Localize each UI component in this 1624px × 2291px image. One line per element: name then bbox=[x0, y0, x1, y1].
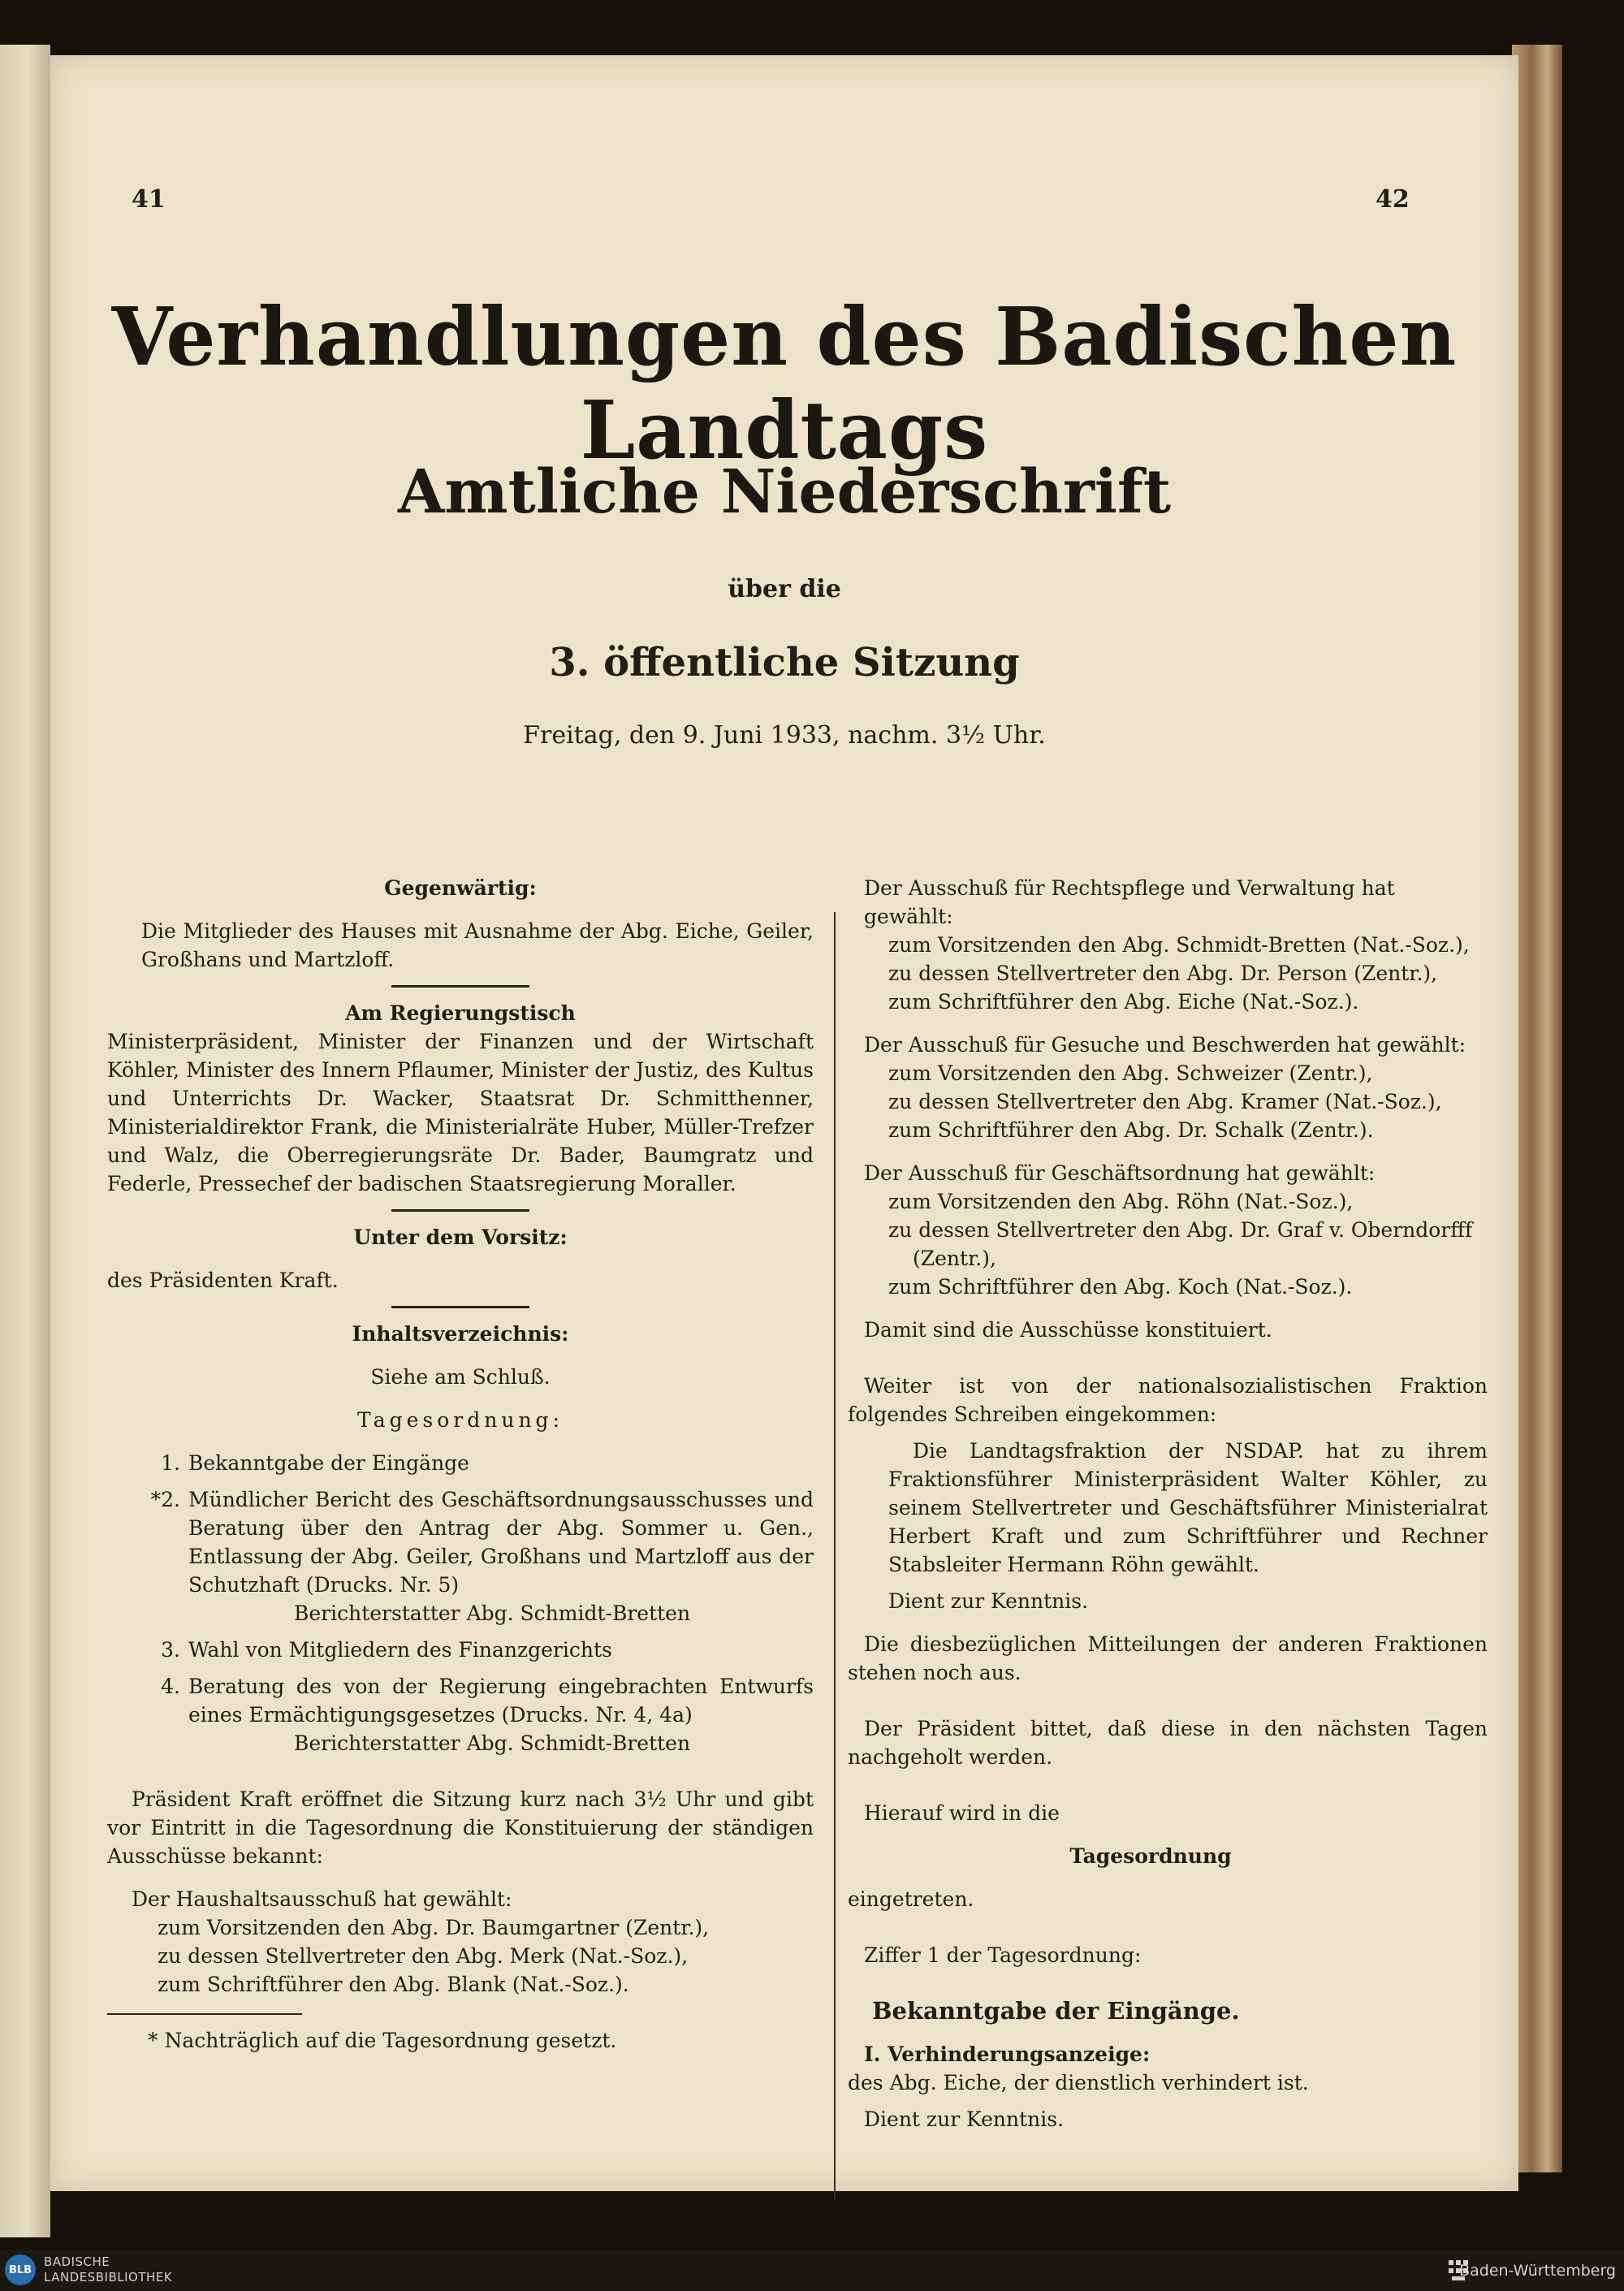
left-column bbox=[107, 874, 814, 2055]
rechtspflege-line: zu dessen Stellvertreter den Abg. Dr. Person (Zentr.), bbox=[888, 962, 1438, 985]
page-number-right: 42 bbox=[1376, 185, 1410, 214]
gesuche-line: zum Schriftführer den Abg. Dr. Schalk (Zentr.). bbox=[888, 1118, 1374, 1142]
gesuche-line: zum Vorsitzenden den Abg. Schweizer (Zentr.), bbox=[888, 1061, 1373, 1085]
bekanntgabe-heading: Bekanntgabe der Eingänge. bbox=[872, 1997, 1240, 2025]
vorsitz-text: des Präsidenten Kraft. bbox=[107, 1269, 339, 1292]
right-column bbox=[814, 874, 1488, 2133]
rechtspflege-intro: Der Ausschuß für Rechtspflege und Verwaltung hat gewählt: bbox=[864, 876, 1395, 928]
geschaeft-line: zum Vorsitzenden den Abg. Röhn (Nat.-Soz.), bbox=[888, 1190, 1354, 1213]
haushalt-intro: Der Haushaltsausschuß hat gewählt: bbox=[132, 1887, 512, 1911]
konstituiert-text: Damit sind die Ausschüsse konstituiert. bbox=[864, 1318, 1272, 1342]
agenda-item-number: 3. bbox=[161, 1638, 180, 1662]
regierungstisch-heading: Am Regierungstisch bbox=[345, 1001, 576, 1025]
agenda-item-reporter: Berichterstatter Abg. Schmidt-Bretten bbox=[294, 1731, 691, 1755]
schreiben-text: Die Landtagsfraktion der NSDAP. hat zu ihrem Fraktionsführer Ministerpräsident Walter Köhler, zu seinem Stellvertreter und Geschäftsführer Ministerialrat Herbert Kraft und zum Schriftführer und Rechner Stabsleiter Hermann Röhn gewählt. bbox=[888, 1439, 1488, 1576]
library-name bbox=[44, 2254, 172, 2285]
agenda-item bbox=[107, 1449, 814, 1477]
gesuche-line: zu dessen Stellvertreter den Abg. Kramer (Nat.-Soz.), bbox=[888, 1090, 1442, 1113]
geschaeft-line: zum Schriftführer den Abg. Koch (Nat.-Soz.). bbox=[888, 1275, 1353, 1299]
agenda-item-text: Wahl von Mitgliedern des Finanzgerichts bbox=[188, 1638, 612, 1662]
state-name: Baden-Württemberg bbox=[1459, 2262, 1616, 2280]
verhinderung-heading: I. Verhinderungsanzeige: bbox=[864, 2042, 1151, 2066]
verhinderung-text: des Abg. Eiche, der dienstlich verhindert ist. bbox=[848, 2071, 1309, 2094]
session-date: Freitag, den 9. Juni 1933, nachm. 3½ Uhr. bbox=[523, 721, 1046, 750]
eingetreten-text: eingetreten. bbox=[848, 1887, 974, 1911]
agenda-item-number: 1. bbox=[161, 1451, 180, 1475]
footnote: * Nachträglich auf die Tagesordnung gesetzt. bbox=[148, 2029, 617, 2052]
agenda-item-number: 4. bbox=[161, 1675, 180, 1698]
agenda-item-number: *2. bbox=[150, 1488, 180, 1511]
vorsitz-heading: Unter dem Vorsitz: bbox=[353, 1225, 568, 1249]
hierauf-text: Hierauf wird in die bbox=[864, 1801, 1060, 1825]
gegenwaertig-text: Die Mitglieder des Hauses mit Ausnahme der Abg. Eiche, Geiler, Großhans und Martzloff. bbox=[141, 919, 814, 971]
kenntnis-text: Dient zur Kenntnis. bbox=[864, 2107, 1065, 2131]
schreiben-intro: Weiter ist von der nationalsozialistischen Fraktion folgendes Schreiben eingekommen: bbox=[848, 1374, 1488, 1426]
rechtspflege-line: zum Vorsitzenden den Abg. Schmidt-Bretten (Nat.-Soz.), bbox=[888, 933, 1470, 957]
session-title: 3. öffentliche Sitzung bbox=[549, 640, 1020, 685]
geschaeft-line: zu dessen Stellvertreter den Abg. Dr. Graf v. Oberndorfff (Zentr.), bbox=[888, 1218, 1473, 1270]
divider-rule bbox=[391, 1209, 529, 1212]
left-page-edge bbox=[0, 45, 50, 2237]
praesident-bittet-text: Der Präsident bittet, daß diese in den nächsten Tagen nachgeholt werden. bbox=[848, 1717, 1488, 1769]
agenda-item bbox=[107, 1672, 814, 1729]
agenda-item-text: Bekanntgabe der Eingänge bbox=[188, 1451, 469, 1475]
footnote-rule bbox=[107, 2013, 302, 2015]
agenda-item-text: Mündlicher Bericht des Geschäftsordnungsausschusses und Beratung über den Antrag der Abg. Sommer u. Gen., Entlassung der Abg. Geiler, Großhans und Martzloff aus der Schutzhaft (Drucks. Nr. 5) bbox=[188, 1488, 814, 1597]
library-name-line: BADISCHE bbox=[44, 2254, 110, 2269]
mitteilungen-text: Die diesbezüglichen Mitteilungen der anderen Fraktionen stehen noch aus. bbox=[848, 1632, 1488, 1684]
kenntnis-text: Dient zur Kenntnis. bbox=[888, 1589, 1089, 1613]
document-subtitle: Amtliche Niederschrift bbox=[397, 457, 1172, 527]
book-binding-edge bbox=[1512, 45, 1562, 2172]
document-title: Verhandlungen des Badischen Landtags bbox=[111, 291, 1458, 478]
haushalt-line: zu dessen Stellvertreter den Abg. Merk (Nat.-Soz.), bbox=[158, 1944, 689, 1968]
opening-text: Präsident Kraft eröffnet die Sitzung kurz nach 3½ Uhr und gibt vor Eintritt in die Tagesordnung die Konstituierung der ständigen Ausschüsse bekannt: bbox=[107, 1787, 814, 1868]
geschaeft-intro: Der Ausschuß für Geschäftsordnung hat gewählt: bbox=[864, 1161, 1376, 1185]
haushalt-line: zum Schriftführer den Abg. Blank (Nat.-Soz.). bbox=[158, 1973, 629, 1996]
agenda-item bbox=[107, 1636, 814, 1664]
gegenwaertig-heading: Gegenwärtig: bbox=[384, 876, 537, 900]
rechtspflege-line: zum Schriftführer den Abg. Eiche (Nat.-Soz.). bbox=[888, 990, 1359, 1014]
viewer-footer-bar bbox=[0, 2250, 1624, 2291]
agenda-item-reporter: Berichterstatter Abg. Schmidt-Bretten bbox=[294, 1602, 691, 1625]
divider-rule bbox=[391, 985, 529, 988]
gesuche-intro: Der Ausschuß für Gesuche und Beschwerden hat gewählt: bbox=[864, 1033, 1466, 1057]
divider-rule bbox=[391, 1306, 529, 1308]
library-name-line: LANDESBIBLIOTHEK bbox=[44, 2270, 173, 2285]
ueber-die: über die bbox=[728, 575, 841, 603]
regierungstisch-text: Ministerpräsident, Minister der Finanzen und der Wirtschaft Köhler, Minister des Innern Pflaumer, Minister der Justiz, des Kultus und Unterrichts Dr. Wacker, Staatsrat Dr. Schmitthenner, Ministerialdirektor Frank, die Ministerialräte Huber, Müller-Trefzer und Walz, die Oberregierungsräte Dr. Bader, Baumgratz und Federle, Pressechef der badischen Staatsregierung Moraller. bbox=[107, 1030, 814, 1195]
inhalt-text: Siehe am Schluß. bbox=[370, 1365, 551, 1389]
inhalt-heading: Inhaltsverzeichnis: bbox=[352, 1322, 569, 1346]
tagesordnung-label: Tagesordnung bbox=[1069, 1844, 1232, 1868]
ziffer-text: Ziffer 1 der Tagesordnung: bbox=[864, 1943, 1142, 1967]
tagesordnung-heading: Tagesordnung: bbox=[356, 1408, 564, 1432]
page-number-left: 41 bbox=[132, 185, 166, 214]
document-page bbox=[50, 55, 1518, 2191]
agenda-item-text: Beratung des von der Regierung eingebrachten Entwurfs eines Ermächtigungsgesetzes (Drucks. Nr. 4, 4a) bbox=[188, 1675, 814, 1727]
agenda-item bbox=[107, 1485, 814, 1599]
haushalt-line: zum Vorsitzenden den Abg. Dr. Baumgartner (Zentr.), bbox=[158, 1916, 710, 1939]
blb-logo-icon: BLB bbox=[5, 2254, 36, 2285]
